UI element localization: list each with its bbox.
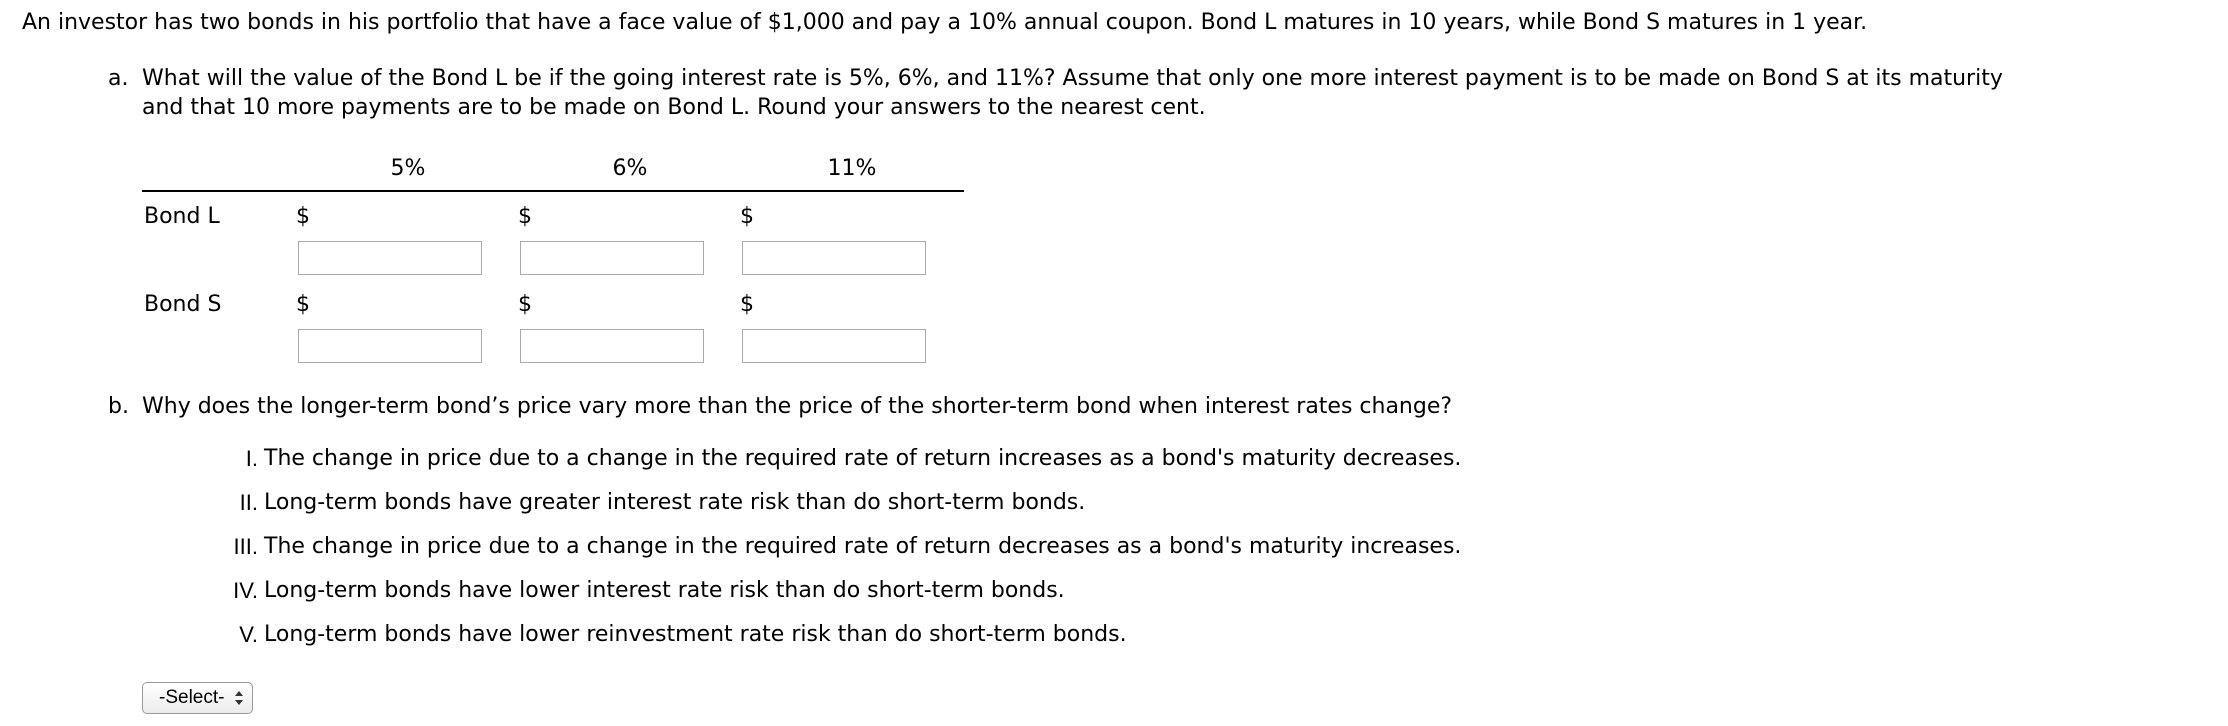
part-a-line-2: and that 10 more payments are to be made on Bond L. Round your answers to the nearest cent.: [142, 95, 1206, 120]
dollar-sign: $: [296, 292, 310, 317]
option-numeral: V.: [239, 622, 258, 647]
dollar-sign: $: [518, 204, 532, 229]
column-header-11pct: 11%: [827, 156, 877, 181]
row-label-bond-s: Bond S: [144, 292, 222, 317]
part-a-line-1: What will the value of the Bond L be if the going interest rate is 5%, 6%, and 11%? Assume that only one more interest payment is to be made on Bond S at its maturity: [142, 66, 2003, 91]
bond-s-6pct-input[interactable]: [520, 329, 704, 363]
problem-intro: An investor has two bonds in his portfolio that have a face value of $1,000 and pay a 10% annual coupon. Bond L matures in 10 years, while Bond S matures in 1 year.: [22, 10, 1868, 35]
bond-l-5pct-input[interactable]: [298, 241, 482, 275]
part-a-marker: a.: [108, 66, 129, 91]
updown-chevron-icon: [234, 689, 244, 707]
table-header-divider: [142, 190, 964, 192]
bond-s-5pct-input[interactable]: [298, 329, 482, 363]
bond-l-11pct-input[interactable]: [742, 241, 926, 275]
dollar-sign: $: [296, 204, 310, 229]
bond-l-6pct-input[interactable]: [520, 241, 704, 275]
part-b-text: Why does the longer-term bond’s price vary more than the price of the shorter-term bond when interest rates change?: [142, 394, 1453, 419]
dollar-sign: $: [518, 292, 532, 317]
bond-value-table: [142, 150, 964, 380]
column-header-6pct: 6%: [612, 156, 648, 181]
dollar-sign: $: [740, 292, 754, 317]
option-text: The change in price due to a change in the required rate of return decreases as a bond's maturity increases.: [264, 534, 1462, 559]
row-label-bond-l: Bond L: [144, 204, 220, 229]
option-numeral: II.: [239, 490, 258, 515]
bond-s-11pct-input[interactable]: [742, 329, 926, 363]
option-numeral: III.: [233, 534, 258, 559]
part-a-text: [142, 64, 2228, 122]
part-b-marker: b.: [108, 394, 129, 419]
option-text: Long-term bonds have lower interest rate risk than do short-term bonds.: [264, 578, 1065, 603]
option-text: Long-term bonds have lower reinvestment rate risk than do short-term bonds.: [264, 622, 1127, 647]
option-text: The change in price due to a change in the required rate of return increases as a bond's maturity decreases.: [264, 446, 1462, 471]
select-value: -Select-: [159, 687, 225, 708]
option-text: Long-term bonds have greater interest rate risk than do short-term bonds.: [264, 490, 1086, 515]
column-header-5pct: 5%: [390, 156, 426, 181]
dollar-sign: $: [740, 204, 754, 229]
option-numeral: I.: [245, 446, 258, 471]
answer-select-dropdown[interactable]: [142, 682, 253, 714]
option-numeral: IV.: [233, 578, 258, 603]
